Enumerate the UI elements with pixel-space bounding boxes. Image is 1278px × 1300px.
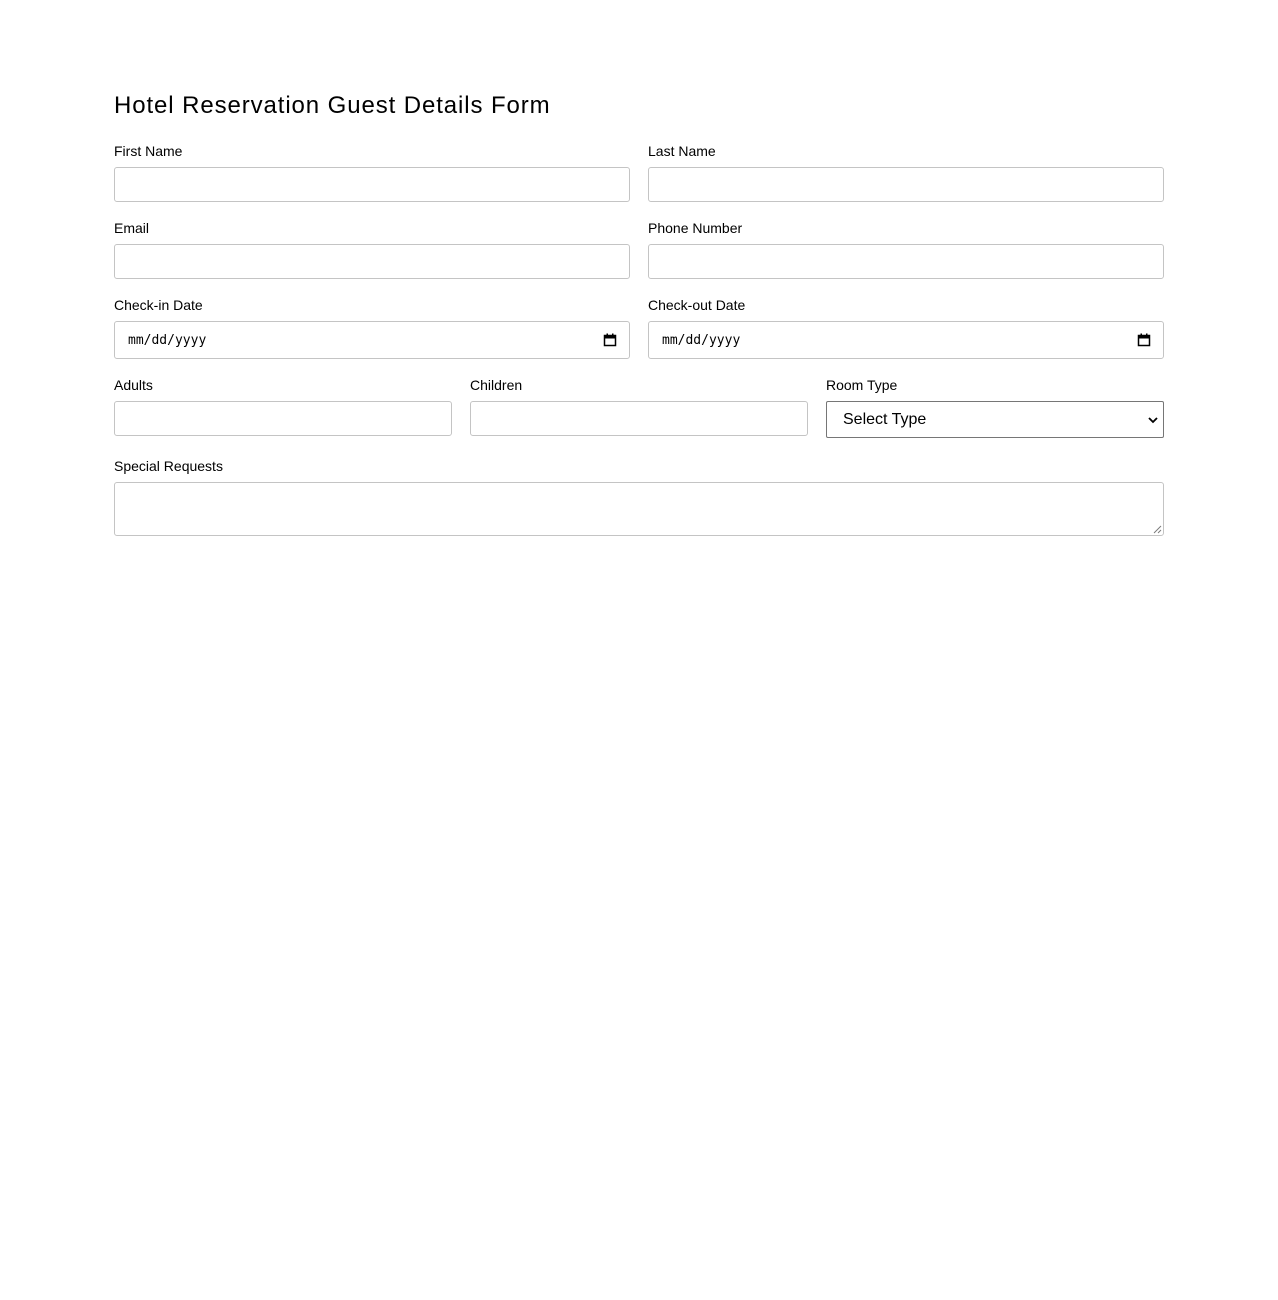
- room-type-selected: Select Type: [843, 410, 927, 428]
- check-in-input[interactable]: [114, 321, 630, 359]
- room-type-select[interactable]: [826, 401, 1164, 438]
- children-label: Children: [470, 377, 523, 393]
- room-type-label: Room Type: [826, 377, 898, 393]
- last-name-label: Last Name: [648, 143, 716, 159]
- guests-row: [114, 377, 1164, 438]
- check-in-label: Check-in Date: [114, 297, 203, 313]
- first-name-field: [114, 143, 630, 202]
- adults-field: [114, 377, 452, 438]
- chevron-down-icon: [1148, 416, 1158, 424]
- adults-label: Adults: [114, 377, 153, 393]
- email-input[interactable]: [114, 244, 630, 279]
- adults-input[interactable]: [114, 401, 452, 436]
- phone-input[interactable]: [648, 244, 1164, 279]
- special-requests-field: [114, 458, 1164, 536]
- check-in-placeholder: mm/dd/yyyy: [128, 332, 207, 348]
- email-field: [114, 220, 630, 279]
- check-out-label: Check-out Date: [648, 297, 746, 313]
- room-type-field: [826, 377, 1164, 438]
- form-title: Hotel Reservation Guest Details Form: [114, 92, 551, 119]
- check-in-field: [114, 297, 630, 359]
- contact-row: [114, 220, 1164, 279]
- check-out-input[interactable]: [648, 321, 1164, 359]
- phone-label: Phone Number: [648, 220, 743, 236]
- first-name-input[interactable]: [114, 167, 630, 202]
- special-requests-label: Special Requests: [114, 458, 223, 474]
- dates-row: [114, 297, 1164, 359]
- last-name-input[interactable]: [648, 167, 1164, 202]
- special-requests-textarea[interactable]: [114, 482, 1164, 536]
- first-name-label: First Name: [114, 143, 183, 159]
- check-out-placeholder: mm/dd/yyyy: [662, 332, 741, 348]
- check-out-field: [648, 297, 1164, 359]
- calendar-icon[interactable]: [1137, 333, 1151, 347]
- children-field: [470, 377, 808, 438]
- last-name-field: [648, 143, 1164, 202]
- reservation-form: [114, 90, 1164, 536]
- calendar-icon[interactable]: [603, 333, 617, 347]
- name-row: [114, 143, 1164, 202]
- phone-field: [648, 220, 1164, 279]
- email-label: Email: [114, 220, 150, 236]
- resize-handle-icon[interactable]: [1153, 525, 1162, 534]
- children-input[interactable]: [470, 401, 808, 436]
